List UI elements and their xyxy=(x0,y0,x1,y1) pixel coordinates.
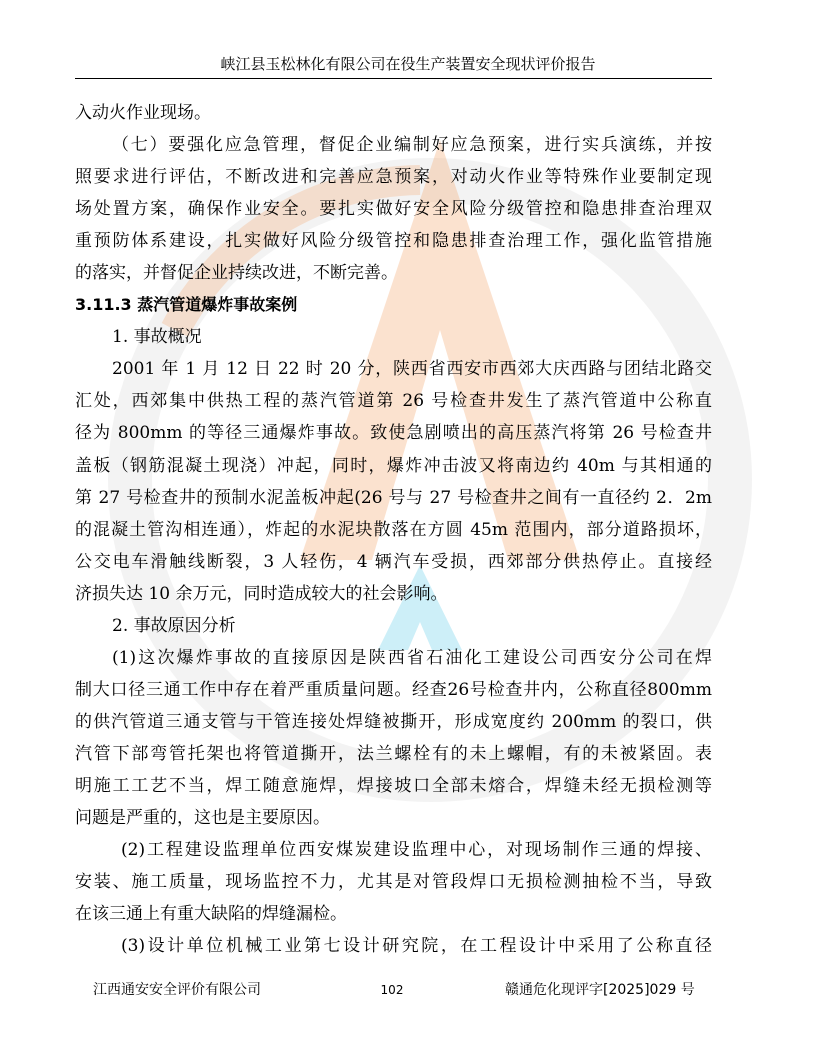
body-line: (2)工程建设监理单位西安煤炭建设监理中心，对现场制作三通的焊接、 xyxy=(121,840,712,861)
body-line: 公交电车滑触线断裂，3 人轻伤，4 辆汽车受损，西郊部分供热停止。直接经 xyxy=(75,551,712,572)
section-heading: 3.11.3 蒸汽管道爆炸事故案例 xyxy=(75,295,298,315)
body-line: 盖板（钢筋混凝土现浇）冲起，同时，爆炸冲击波又将南边约 40m 与其相通的 xyxy=(75,455,712,476)
footer-report-number: 赣通危化现评字[2025]029 号 xyxy=(505,982,695,998)
body-line: 第 27 号检查井的预制水泥盖板冲起(26 号与 27 号检查井之间有一直径约 2．2m xyxy=(75,487,712,508)
body-line: (1)这次爆炸事故的直接原因是陕西省石油化工建设公司西安分公司在焊 xyxy=(112,647,712,668)
subsection-heading: 2. 事故原因分析 xyxy=(112,615,236,636)
header-divider xyxy=(75,78,712,79)
body-line: 制大口径三通工作中存在着严重质量问题。经查26号检查井内，公称直径800mm xyxy=(75,679,712,700)
body-line: 济损失达 10 余万元，同时造成较大的社会影响。 xyxy=(75,583,448,604)
page-header-title: 峡江县玉松林化有限公司在役生产装置安全现状评价报告 xyxy=(220,55,596,73)
body-line: 汽管下部弯管托架也将管道撕开，法兰螺栓有的未上螺帽，有的未被紧固。表 xyxy=(75,743,712,764)
body-line: 径为 800mm 的等径三通爆炸事故。致使急剧喷出的高压蒸汽将第 26 号检查井 xyxy=(75,423,712,444)
body-line: 重预防体系建设，扎实做好风险分级管控和隐患排查治理工作，强化监管措施 xyxy=(75,231,712,252)
body-line: 场处置方案，确保作业安全。要扎实做好安全风险分级管控和隐患排查治理双 xyxy=(75,199,712,220)
body-line: 2001 年 1 月 12 日 22 时 20 分，陕西省西安市西郊大庆西路与团结北路交 xyxy=(112,359,712,380)
body-line: 入动火作业现场。 xyxy=(75,103,211,123)
body-line: 汇处，西郊集中供热工程的蒸汽管道第 26 号检查井发生了蒸汽管道中公称直 xyxy=(75,391,712,412)
body-line: 照要求进行评估，不断改进和完善应急预案，对动火作业等特殊作业要制定现 xyxy=(75,167,712,188)
body-line: 在该三通上有重大缺陷的焊缝漏检。 xyxy=(75,904,347,925)
body-line: 问题是严重的，这也是主要原因。 xyxy=(75,808,330,829)
footer-company: 江西通安安全评价有限公司 xyxy=(93,982,261,998)
body-line: 的混凝土管沟相连通），炸起的水泥块散落在方圆 45m 范围内，部分道路损坏， xyxy=(75,519,712,540)
document-body xyxy=(75,97,712,962)
subsection-heading: 1. 事故概况 xyxy=(112,327,202,348)
body-line: 安装、施工质量，现场监控不力，尤其是对管段焊口无损检测抽检不当，导致 xyxy=(75,872,712,893)
body-line: 的落实，并督促企业持续改进，不断完善。 xyxy=(75,263,398,284)
body-line: (3)设计单位机械工业第七设计研究院，在工程设计中采用了公称直径 xyxy=(121,936,712,957)
body-line: 明施工工艺不当，焊工随意施焊，焊接坡口全部未熔合，焊缝未经无损检测等 xyxy=(75,775,712,796)
body-line: 的供汽管道三通支管与干管连接处焊缝被撕开，形成宽度约 200mm 的裂口，供 xyxy=(75,711,712,732)
body-line: （七）要强化应急管理，督促企业编制好应急预案，进行实兵演练，并按 xyxy=(112,135,712,156)
footer-page-number: 102 xyxy=(380,983,404,997)
